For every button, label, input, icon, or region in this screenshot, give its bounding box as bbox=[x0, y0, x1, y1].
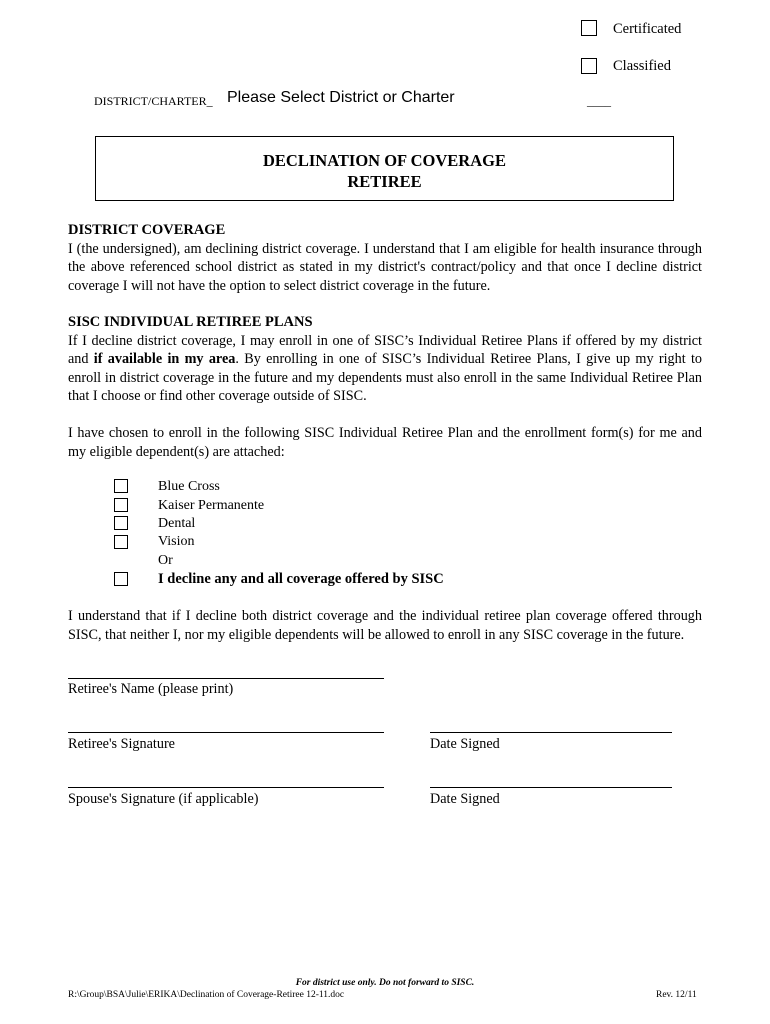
sisc-plans-heading: SISC INDIVIDUAL RETIREE PLANS bbox=[68, 314, 313, 330]
district-label-row: DISTRICT/CHARTER_ bbox=[94, 94, 213, 108]
certificated-checkbox[interactable] bbox=[581, 20, 597, 36]
date-signed-label-1: Date Signed bbox=[430, 736, 500, 752]
decline-all-label: I decline any and all coverage offered by SISC bbox=[158, 571, 444, 587]
classified-label: Classified bbox=[613, 58, 671, 74]
sisc-plans-text: If I decline district coverage, I may enroll in one of SISC’s Individual Retiree Plans if offered by my district and if available in my area. By enrolling in one of SISC’s Individual Retiree Plans, I give up my right to enroll in district coverage in the future and my dependents must also enroll in the same Individual Retiree Plan that I choose or find other coverage outside of SISC. bbox=[68, 332, 702, 404]
retiree-name-label: Retiree's Name (please print) bbox=[68, 681, 234, 697]
district-coverage-section bbox=[68, 221, 702, 295]
date-signed-label-2: Date Signed bbox=[430, 791, 500, 807]
district-coverage-heading: DISTRICT COVERAGE bbox=[68, 222, 226, 238]
footer-revision: Rev. 12/11 bbox=[656, 990, 697, 1000]
decline-all-checkbox[interactable] bbox=[114, 572, 128, 586]
date-signed-line-2[interactable] bbox=[430, 787, 672, 788]
retiree-signature-label: Retiree's Signature bbox=[68, 736, 175, 752]
kaiser-label: Kaiser Permanente bbox=[158, 498, 265, 513]
dental-label: Dental bbox=[158, 516, 196, 531]
title-box bbox=[95, 136, 674, 201]
vision-checkbox[interactable] bbox=[114, 535, 128, 549]
footer-note: For district use only. Do not forward to SISC. bbox=[295, 978, 475, 988]
kaiser-checkbox[interactable] bbox=[114, 498, 128, 512]
district-select[interactable]: Please Select District or Charter bbox=[227, 89, 455, 106]
page-subtitle: RETIREE bbox=[347, 172, 422, 191]
or-label: Or bbox=[158, 553, 173, 568]
certificated-label: Certificated bbox=[613, 21, 682, 37]
dental-checkbox[interactable] bbox=[114, 516, 128, 530]
classified-checkbox[interactable] bbox=[581, 58, 597, 74]
blue-cross-label: Blue Cross bbox=[158, 479, 220, 494]
footer-file-path: R:\Group\BSA\Julie\ERIKA\Declination of Coverage-Retiree 12-11.doc bbox=[68, 990, 345, 1000]
district-trailing-blank: ____ bbox=[587, 94, 611, 108]
retiree-name-line[interactable] bbox=[68, 678, 384, 679]
enroll-intro-text: I have chosen to enroll in the following SISC Individual Retiree Plan and the enrollment form(s) for me and my eligible dependent(s) are attached: bbox=[68, 425, 702, 460]
spouse-signature-label: Spouse's Signature (if applicable) bbox=[68, 791, 259, 807]
sisc-plans-section bbox=[68, 313, 702, 406]
page-title: DECLINATION OF COVERAGE bbox=[263, 151, 506, 170]
district-coverage-text: I (the undersigned), am declining district coverage. I understand that I am eligible for health insurance through the above referenced school district as stated in my district's contract/policy and that once I decline district coverage I will not have the option to select district coverage in the future. bbox=[68, 240, 702, 294]
retiree-signature-line[interactable] bbox=[68, 732, 384, 733]
vision-label: Vision bbox=[158, 534, 195, 549]
blue-cross-checkbox[interactable] bbox=[114, 479, 128, 493]
district-label: DISTRICT/CHARTER bbox=[94, 94, 207, 108]
understand-text: I understand that if I decline both district coverage and the individual retiree plan coverage offered through SISC, that neither I, nor my eligible dependents will be allowed to enroll in any SISC coverage in the future. bbox=[68, 608, 702, 643]
date-signed-line-1[interactable] bbox=[430, 732, 672, 733]
spouse-signature-line[interactable] bbox=[68, 787, 384, 788]
